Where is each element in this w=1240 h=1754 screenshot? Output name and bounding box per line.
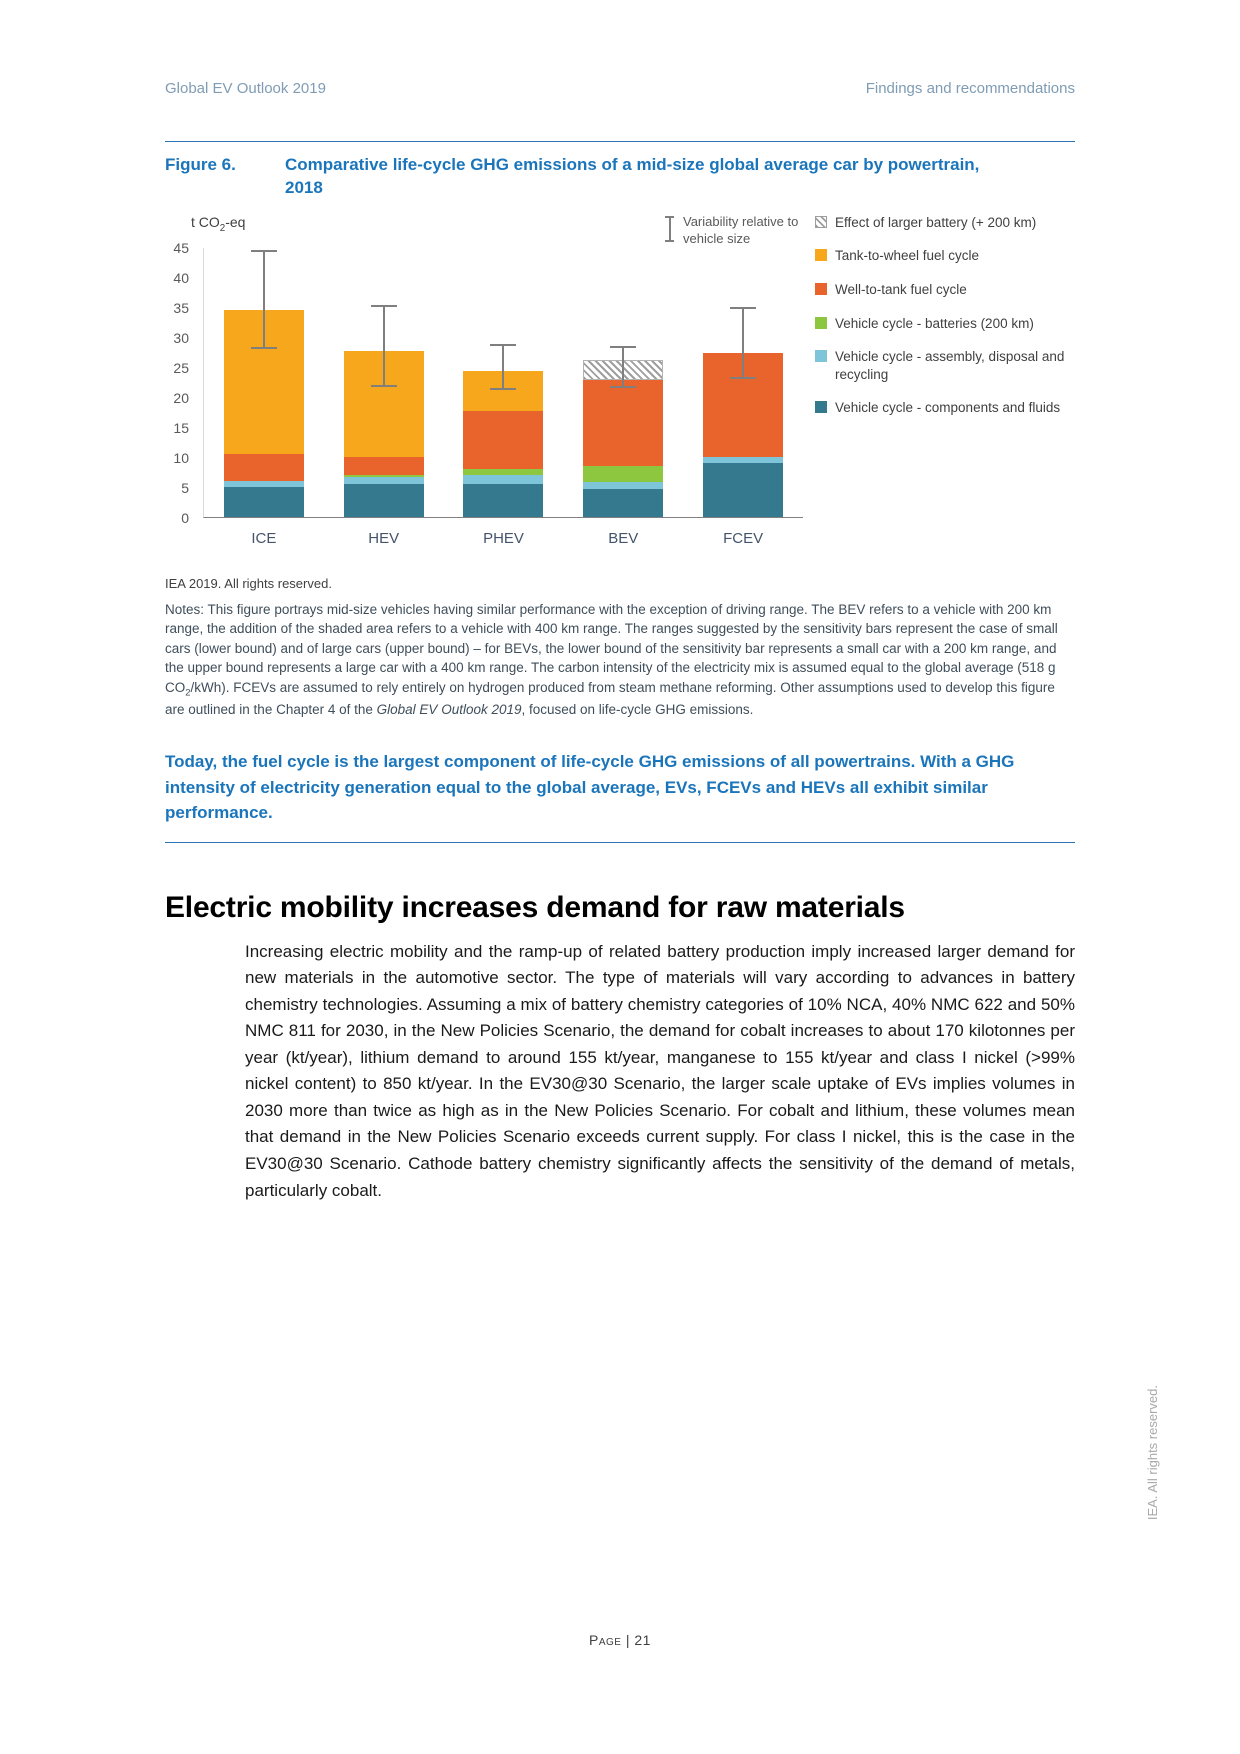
- bar-segment: [344, 457, 424, 475]
- y-tick-label: 35: [173, 299, 189, 316]
- y-tick-label: 5: [181, 479, 189, 496]
- category-label: PHEV: [483, 529, 524, 547]
- bar-group-bev: [563, 248, 683, 547]
- y-tick-label: 20: [173, 389, 189, 406]
- figure-notes: [165, 600, 1075, 719]
- bar-segment: [703, 457, 783, 464]
- notes-text-3: , focused on life-cycle GHG emissions.: [521, 701, 754, 717]
- error-bar: [489, 344, 517, 390]
- legend-label: Vehicle cycle - batteries (200 km): [835, 315, 1034, 331]
- header-right: Findings and recommendations: [865, 80, 1075, 97]
- category-label: HEV: [368, 529, 400, 547]
- legend-item: [815, 214, 1075, 232]
- page-content: [165, 0, 1075, 1204]
- figure-label: Figure 6.: [165, 155, 236, 174]
- bar-segment: [583, 466, 663, 482]
- chart-legend: [815, 214, 1075, 433]
- legend-label: Well-to-tank fuel cycle: [835, 281, 967, 297]
- legend-label: Vehicle cycle - components and fluids: [835, 400, 1061, 416]
- figure-bottom-rule: [165, 842, 1075, 843]
- unit-subscript: 2: [219, 222, 226, 234]
- bar-segment: [224, 487, 304, 517]
- legend-swatch: [815, 216, 827, 228]
- y-axis: [165, 239, 191, 526]
- error-bar: [729, 307, 757, 380]
- figure-top-rule: [165, 141, 1075, 142]
- bar-group-hev: [324, 248, 444, 547]
- plot-area: [203, 248, 803, 547]
- unit-prefix: t CO: [191, 213, 220, 230]
- unit-suffix: -eq: [225, 213, 246, 230]
- y-tick-label: 30: [173, 329, 189, 346]
- bar-group-fcev: [683, 248, 803, 547]
- side-copyright: IEA. All rights reserved.: [1145, 1385, 1160, 1521]
- legend-label: Effect of larger battery (+ 200 km): [835, 214, 1037, 230]
- error-bar-icon: [665, 216, 674, 248]
- header-left: Global EV Outlook 2019: [165, 80, 326, 97]
- notes-italic-title: Global EV Outlook 2019: [376, 701, 522, 717]
- section-body: Increasing electric mobility and the ramp-up of related battery production imply increased larger demand for new materials in the automotive sector. The type of materials will vary according to advances in battery chemistry technologies. Assuming a mix of battery chemistry categories of 10% NCA, 40% NMC 622 and 50% NMC 811 for 2030, in the New Policies Scenario, the demand for cobalt increases to about 170 kilotonnes per year (kt/year), lithium demand to around 155 kt/year, manganese to 155 kt/year and class I nickel (>99% nickel content) to 850 kt/year. In the EV30@30 Scenario, the larger scale uptake of EVs implies volumes in 2030 more than twice as high as in the New Policies Scenario. For cobalt and lithium, these volumes mean that demand in the New Policies Scenario exceeds current supply. For class I nickel, this is the case in the EV30@30 Scenario. Cathode battery chemistry significantly affects the sensitivity of the demand of metals, particularly cobalt.: [245, 941, 1075, 1200]
- legend-label: Vehicle cycle - assembly, disposal and recycling: [835, 349, 1065, 382]
- bar-segment: [344, 484, 424, 517]
- variability-annotation-text: Variability relative to vehicle size: [683, 213, 799, 246]
- y-tick-label: 45: [173, 239, 189, 256]
- legend-swatch: [815, 401, 827, 413]
- bar-segment: [583, 482, 663, 489]
- figure-title: Comparative life-cycle GHG emissions of a mid-size global average car by powertrain, 2018: [285, 155, 980, 197]
- page-number: Page | 21: [589, 1632, 651, 1648]
- category-label: ICE: [251, 529, 277, 547]
- bar-group-phev: [444, 248, 564, 547]
- legend-swatch: [815, 283, 827, 295]
- figure-title-row: [165, 154, 1075, 200]
- legend-item: [815, 399, 1075, 417]
- notes-subscript: 2: [185, 687, 191, 699]
- key-message: Today, the fuel cycle is the largest component of life-cycle GHG emissions of all powertrains. With a GHG intensity of electricity generation equal to the global average, EVs, FCEVs and HEVs all exhibit similar performance.: [165, 752, 1015, 823]
- bar-group-ice: [204, 248, 324, 547]
- y-axis-unit-label: [191, 214, 245, 234]
- legend-item: [815, 315, 1075, 333]
- bar-segment: [583, 489, 663, 517]
- figure-chart: [165, 214, 1075, 566]
- legend-item: [815, 348, 1075, 383]
- page-header: [165, 80, 1075, 97]
- variability-annotation: [665, 214, 815, 248]
- bar-segment: [224, 454, 304, 481]
- category-label: FCEV: [723, 529, 764, 547]
- bar-segment: [463, 475, 543, 483]
- y-tick-label: 15: [173, 419, 189, 436]
- stacked-bar: [463, 371, 543, 517]
- bar-segment: [703, 463, 783, 516]
- error-bar: [250, 250, 278, 349]
- section-heading: Electric mobility increases demand for raw materials: [165, 890, 905, 924]
- legend-swatch: [815, 350, 827, 362]
- y-tick-label: 0: [181, 509, 189, 526]
- notes-text-2: /kWh). FCEVs are assumed to rely entirely on hydrogen produced from steam methane reforming. Other assumptions used to develop this figure are outlined in the Chapter 4 of the: [165, 679, 1055, 717]
- y-tick-label: 25: [173, 359, 189, 376]
- bar-segment: [583, 380, 663, 466]
- notes-text-1: This figure portrays mid-size vehicles having similar performance with the exception of driving range. The BEV refers to a vehicle with 200 km range, the addition of the shaded area refers to a vehicle with 400 km range. The ranges suggested by the sensitivity bars represent the case of small cars (lower bound) and of large cars (upper bound) – for BEVs, the lower bound of the sensitivity bar represents a small car with a 200 km range, and the upper bound represents a large car with a 400 km range. The carbon intensity of the electricity mix is assumed equal to the global average (518 g CO: [165, 601, 1058, 695]
- legend-swatch: [815, 249, 827, 261]
- y-tick-label: 40: [173, 269, 189, 286]
- category-label: BEV: [608, 529, 639, 547]
- y-tick-label: 10: [173, 449, 189, 466]
- legend-item: [815, 247, 1075, 265]
- bar-segment: [344, 477, 424, 484]
- notes-label: Notes:: [165, 601, 205, 617]
- legend-label: Tank-to-wheel fuel cycle: [835, 248, 980, 264]
- error-bar: [370, 305, 398, 387]
- source-line: IEA 2019. All rights reserved.: [165, 575, 332, 591]
- legend-swatch: [815, 317, 827, 329]
- error-bar: [609, 346, 637, 388]
- legend-item: [815, 281, 1075, 299]
- bar-segment: [463, 484, 543, 517]
- bar-segment: [463, 411, 543, 469]
